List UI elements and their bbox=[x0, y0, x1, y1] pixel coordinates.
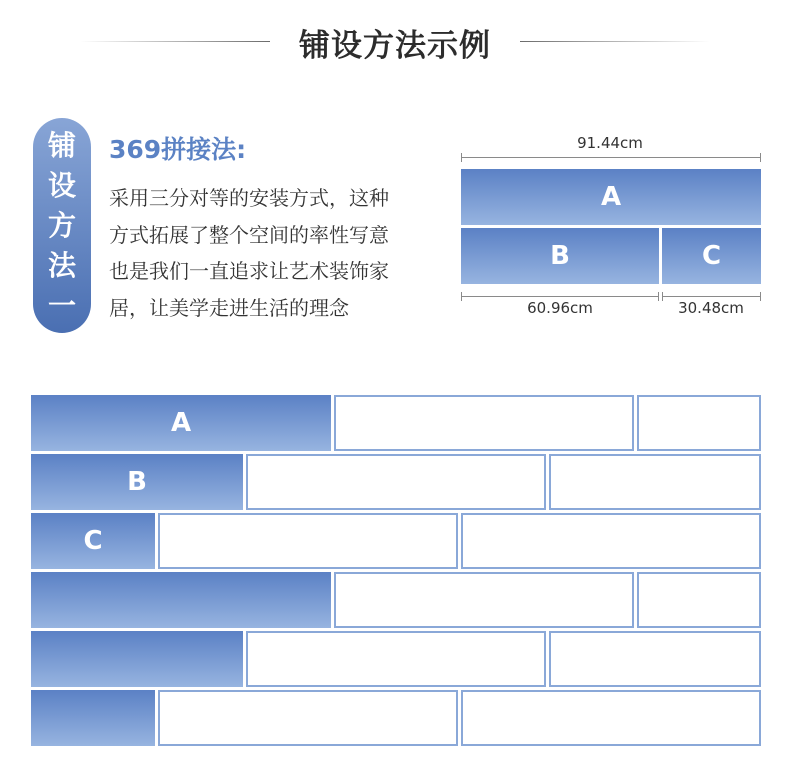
dimension-tick bbox=[760, 153, 761, 162]
dimension-tick bbox=[461, 153, 462, 162]
badge-char: 方 bbox=[47, 208, 76, 242]
pattern-tile-c: C bbox=[31, 513, 155, 569]
badge-char: 设 bbox=[47, 168, 76, 202]
pattern-tile bbox=[158, 513, 458, 569]
bottom-left-dimension-label: 60.96cm bbox=[527, 299, 593, 317]
badge-char: 铺 bbox=[47, 128, 76, 162]
pattern-tile bbox=[461, 690, 761, 746]
diagram-block-b: B bbox=[461, 228, 659, 284]
pattern-tile bbox=[549, 631, 761, 687]
pattern-tile-a bbox=[31, 572, 331, 628]
pattern-tile bbox=[158, 690, 458, 746]
section-header bbox=[0, 18, 790, 64]
pattern-tile bbox=[549, 454, 761, 510]
pattern-tile-c bbox=[31, 690, 155, 746]
pattern-tile bbox=[637, 572, 761, 628]
badge-char: 法 bbox=[47, 248, 76, 282]
bottom-right-dimension-label: 30.48cm bbox=[678, 299, 744, 317]
method-badge bbox=[33, 118, 91, 333]
pattern-tile-a: A bbox=[31, 395, 331, 451]
bottom-right-dimension-line bbox=[662, 296, 761, 297]
pattern-tile-b: B bbox=[31, 454, 243, 510]
description-line: 方式拓展了整个空间的率性写意 bbox=[109, 222, 389, 247]
diagram-block-a: A bbox=[461, 169, 761, 225]
pattern-tile bbox=[637, 395, 761, 451]
method-title: 369拼接法: bbox=[109, 135, 247, 164]
description-line: 居，让美学走进生活的理念 bbox=[109, 295, 349, 320]
pattern-tile bbox=[334, 395, 634, 451]
pattern-tile-b bbox=[31, 631, 243, 687]
top-dimension-line bbox=[461, 157, 761, 158]
method-description bbox=[109, 180, 454, 326]
pattern-tile bbox=[246, 454, 546, 510]
pattern-tile bbox=[461, 513, 761, 569]
bottom-left-dimension-line bbox=[461, 296, 659, 297]
top-dimension-label: 91.44cm bbox=[577, 134, 643, 152]
page-title: 铺设方法示例 bbox=[299, 28, 491, 64]
dimension-tick bbox=[461, 292, 462, 301]
title-divider-right bbox=[520, 41, 710, 42]
badge-char: 一 bbox=[47, 288, 76, 322]
pattern-tile bbox=[334, 572, 634, 628]
description-line: 也是我们一直追求让艺术装饰家 bbox=[109, 259, 389, 283]
diagram-block-c: C bbox=[662, 228, 761, 284]
description-line: 采用三分对等的安装方式，这种 bbox=[109, 186, 389, 210]
pattern-tile bbox=[246, 631, 546, 687]
